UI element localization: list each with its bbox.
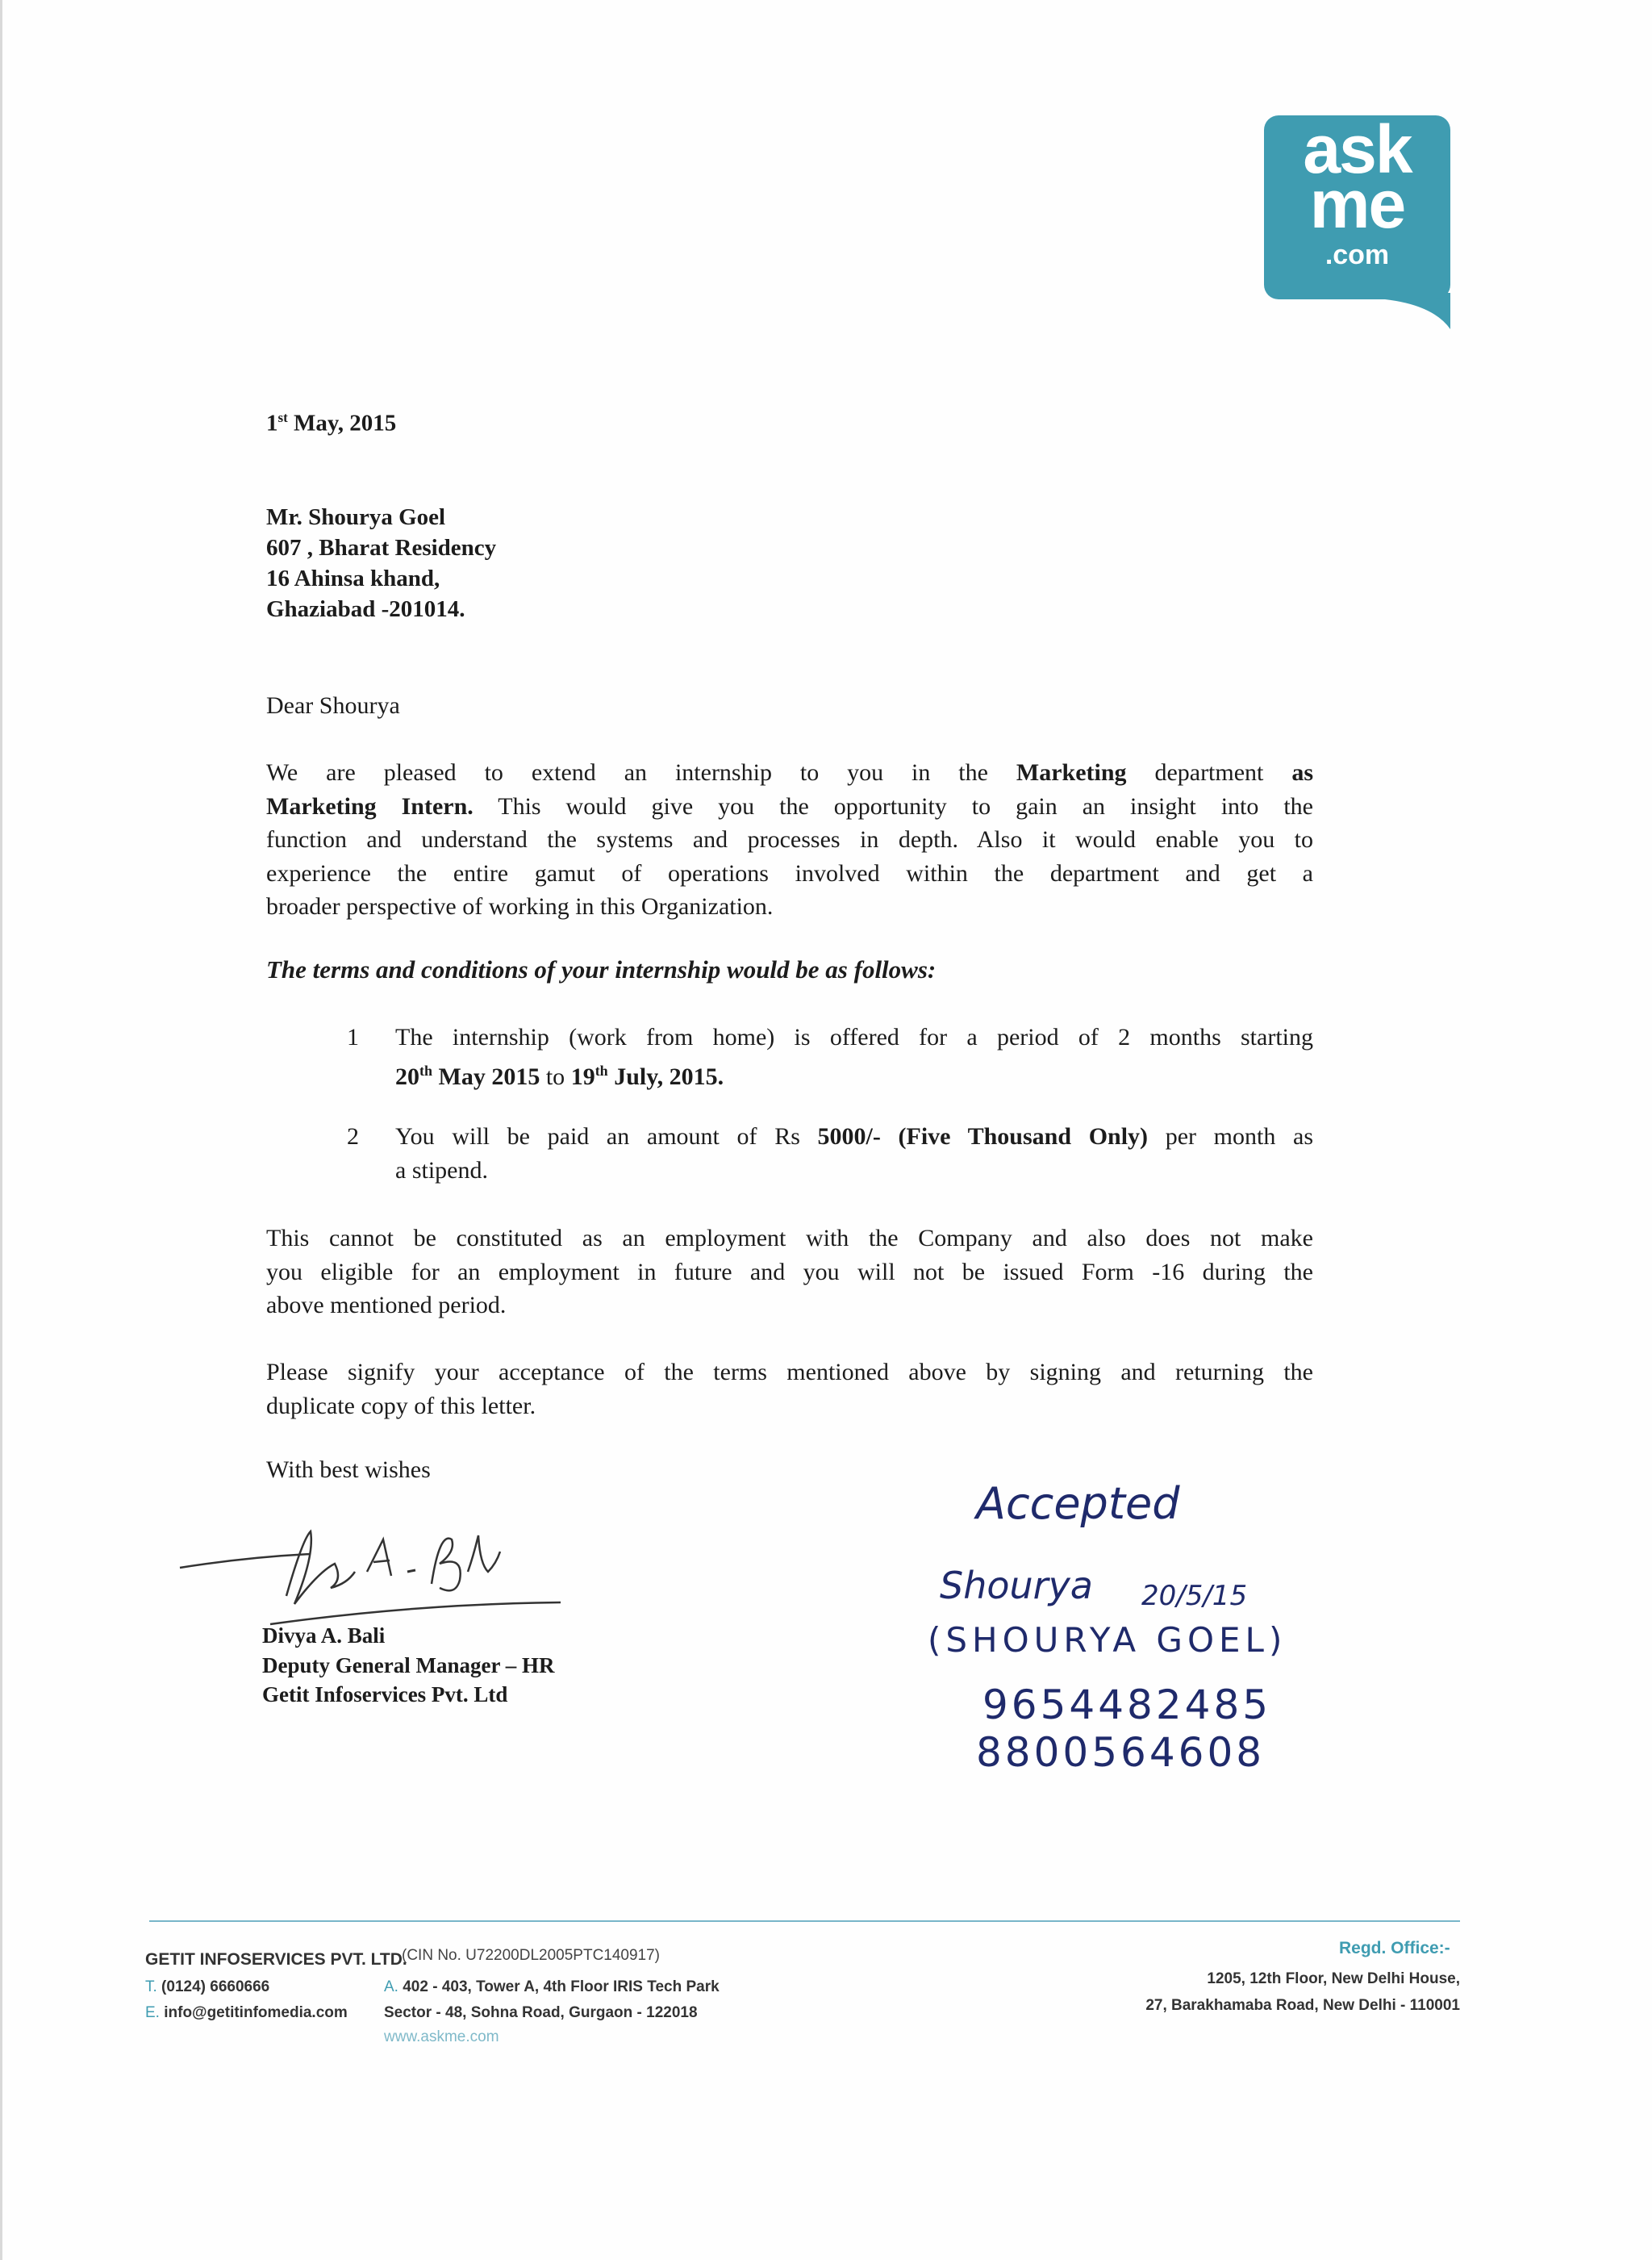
recipient-address — [266, 502, 496, 625]
footer-regd-address-2: 27, Barakhamaba Road, New Delhi - 110001 — [1145, 1997, 1460, 2014]
footer-telephone: T. (0124) 6660666 — [145, 1978, 270, 1995]
handwritten-signature: Shourya — [940, 1564, 1093, 1607]
logo-word-ask: ask — [1303, 111, 1412, 187]
item-line: The internship (work from home) is offered for a period of 2 months starting — [395, 1024, 1313, 1051]
item-body — [395, 1021, 1313, 1088]
paragraph-line: broader perspective of working in this Organization. — [266, 893, 774, 920]
paragraph-line: This cannot be constituted as an employment with the Company and also does not make — [266, 1225, 1313, 1251]
handwritten-phone-2: 8800564608 — [976, 1729, 1266, 1776]
closing: With best wishes — [266, 1456, 431, 1483]
footer-address-line-1: A. 402 - 403, Tower A, 4th Floor IRIS Tech Park — [384, 1978, 720, 1995]
signatory-name: Divya A. Bali — [262, 1623, 386, 1648]
handwritten-name: (SHOURYA GOEL) — [928, 1620, 1287, 1660]
item-line: a stipend. — [395, 1156, 488, 1184]
paragraph-line: Marketing Intern. This would give you the opportunity to gain an insight into the — [266, 792, 1313, 820]
paragraph-line: experience the entire gamut of operations involved within the department and get a — [266, 859, 1313, 887]
handwritten-accepted: Accepted — [976, 1478, 1180, 1529]
logo-word-me: me — [1309, 166, 1405, 242]
handwritten-phone-1: 9654482485 — [982, 1681, 1272, 1728]
item-number: 2 — [347, 1123, 359, 1150]
paragraph-line: Please signify your acceptance of the terms mentioned above by signing and returning the — [266, 1359, 1313, 1385]
paragraph-line: function and understand the systems and processes in depth. Also it would enable you to — [266, 826, 1313, 853]
footer-website: www.askme.com — [384, 2028, 499, 2045]
footer-company: GETIT INFOSERVICES PVT. LTD. — [145, 1950, 407, 1969]
address-line: 16 Ahinsa khand, — [266, 566, 440, 591]
paragraph-line: duplicate copy of this letter. — [266, 1392, 536, 1419]
footer-regd-office-label: Regd. Office:- — [1339, 1939, 1450, 1957]
item-line: 20th May 2015 to 19th July, 2015. — [395, 1062, 724, 1090]
handwritten-date: 20/5/15 — [1141, 1580, 1248, 1612]
footer-divider — [149, 1920, 1460, 1922]
address-line: 607 , Bharat Residency — [266, 535, 497, 561]
paragraph-line: We are pleased to extend an internship to you in the Marketing department as — [266, 759, 1313, 786]
footer-address-line-2: Sector - 48, Sohna Road, Gurgaon - 122018 — [384, 2004, 698, 2021]
paragraph-line: you eligible for an employment in future and you will not be issued Form -16 during the — [266, 1258, 1313, 1285]
address-line: Ghaziabad -201014. — [266, 596, 465, 622]
terms-heading: The terms and conditions of your internship would be as follows: — [266, 955, 937, 984]
intro-paragraph — [266, 756, 1313, 924]
signatory-signature — [173, 1507, 577, 1636]
salutation: Dear Shourya — [266, 692, 400, 719]
item-line: You will be paid an amount of Rs 5000/- (Five Thousand Only) per month as — [395, 1123, 1313, 1150]
footer-cin: (CIN No. U72200DL2005PTC140917) — [402, 1947, 661, 1964]
disclaimer-paragraph — [266, 1222, 1313, 1322]
logo-word-com: .com — [1325, 240, 1390, 270]
askme-logo — [1264, 111, 1450, 329]
item-body — [395, 1120, 1313, 1187]
acceptance-paragraph — [266, 1356, 1313, 1422]
letter-date: 1st May, 2015 — [266, 410, 397, 437]
footer-email: E. info@getitinfomedia.com — [145, 2004, 348, 2021]
scan-edge — [0, 0, 2, 2260]
item-number: 1 — [347, 1024, 359, 1051]
footer-regd-address-1: 1205, 12th Floor, New Delhi House, — [1207, 1970, 1460, 1987]
address-line: Mr. Shourya Goel — [266, 504, 446, 530]
paragraph-line: above mentioned period. — [266, 1292, 507, 1318]
signatory-company: Getit Infoservices Pvt. Ltd — [262, 1682, 508, 1706]
signatory-title: Deputy General Manager – HR — [262, 1653, 555, 1677]
